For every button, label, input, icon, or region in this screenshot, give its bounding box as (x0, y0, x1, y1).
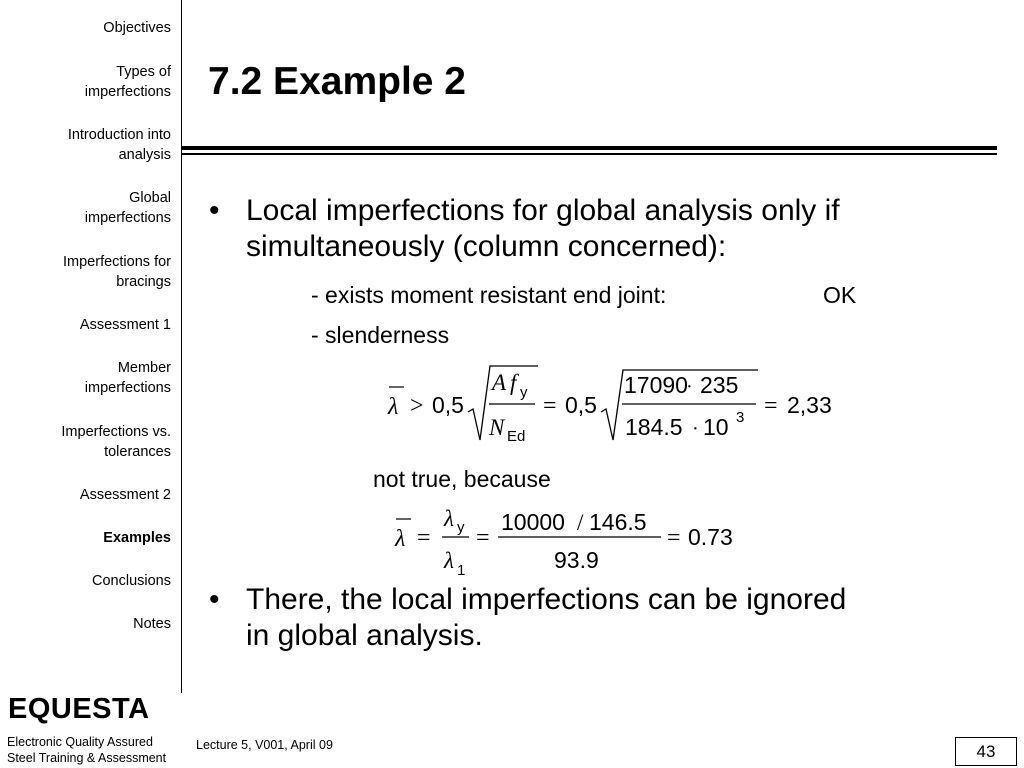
sub-item-end-joint-label: - exists moment resistant end joint: (311, 282, 667, 308)
multiply-dot-1: · (686, 376, 693, 398)
lambda-subscript-1: 1 (457, 562, 466, 579)
page-number: 43 (955, 737, 1017, 766)
division-slash: / (577, 510, 584, 535)
title-divider-thick (182, 146, 997, 150)
numerator-146-5: 146.5 (589, 509, 647, 535)
lambda-subscript-y: y (457, 519, 465, 536)
bullet-2-line-1: There, the local imperfections can be ignored (246, 583, 847, 616)
bullet-1-line-1: Local imperfections for global analysis only if (246, 194, 840, 227)
numerator-f: f (510, 370, 517, 395)
denominator-subscript-ed: Ed (507, 428, 526, 445)
sidebar-item-imperfections-vs-tolerances[interactable]: Imperfections vs. tolerances (61, 424, 171, 460)
slide-title: 7.2 Example 2 (208, 60, 466, 103)
bullet-local-imperfections (209, 193, 840, 265)
sidebar-item-assessment-1[interactable]: Assessment 1 (79, 317, 171, 333)
lambda-y-symbol: λ (444, 506, 454, 531)
sidebar-item-assessment-2[interactable]: Assessment 2 (79, 487, 171, 503)
denominator-exponent: 3 (736, 409, 745, 426)
denominator-N: N (489, 415, 505, 440)
equals-operator-4: = (476, 525, 490, 551)
sidebar-item-types-of-imperfections[interactable]: Types of imperfections (84, 64, 171, 100)
numerator-10000: 10000 (501, 509, 565, 535)
sidebar-item-conclusions[interactable]: Conclusions (92, 573, 171, 589)
logo-tagline-2: Steel Training & Assessment (7, 751, 167, 765)
denominator-10: 10 (703, 414, 729, 440)
title-divider-thin (182, 153, 997, 155)
bullet-dot: • (209, 194, 220, 227)
denominator-93-9: 93.9 (554, 547, 599, 573)
bullet-dot-2: • (209, 583, 220, 616)
sidebar-item-notes[interactable]: Notes (133, 616, 171, 632)
bullet-2-line-2: in global analysis. (246, 619, 483, 652)
equals-operator-3: = (417, 525, 431, 551)
multiply-dot-2: · (692, 418, 699, 440)
greater-than-operator: > (410, 393, 424, 419)
sub-item-end-joint-value: OK (823, 282, 857, 308)
equals-operator-5: = (667, 525, 681, 551)
logo-name: EQUESTA (8, 693, 150, 725)
sidebar-nav (0, 0, 182, 693)
not-true-text: not true, because (373, 466, 551, 492)
numerator-subscript-y: y (520, 384, 528, 401)
lambda-bar-symbol-2: λ (395, 526, 406, 552)
lambda-ratio-equation (390, 500, 750, 582)
equals-operator-1: = (543, 393, 557, 419)
sidebar-item-imperfections-for-bracings[interactable]: Imperfections for bracings (63, 254, 171, 290)
equals-operator-2: = (764, 393, 778, 419)
logo-tagline-1: Electronic Quality Assured (7, 735, 153, 749)
bullet-conclusion (209, 582, 847, 654)
coefficient-2: 0,5 (565, 392, 597, 418)
sidebar-item-member-imperfections[interactable]: Member imperfections (84, 360, 171, 396)
sidebar-item-introduction-into-analysis[interactable]: Introduction into analysis (67, 127, 171, 163)
footer-lecture-info: Lecture 5, V001, April 09 (196, 738, 333, 752)
numerator-A: A (492, 370, 507, 395)
lambda-bar-symbol: λ (388, 394, 399, 420)
sidebar-item-examples[interactable]: Examples (103, 530, 171, 546)
lambda-ratio-result: 0.73 (688, 524, 733, 550)
numerator-17090: 17090 (624, 372, 688, 398)
denominator-184-5: 184.5 (625, 414, 683, 440)
coefficient-1: 0,5 (432, 392, 464, 418)
logo (0, 693, 182, 768)
sidebar-item-global-imperfections[interactable]: Global imperfections (84, 190, 171, 226)
sub-item-slenderness: - slenderness (311, 322, 450, 348)
slenderness-result: 2,33 (787, 392, 832, 418)
sidebar-item-objectives[interactable]: Objectives (103, 20, 171, 36)
bullet-1-line-2: simultaneously (column concerned): (246, 230, 727, 263)
numerator-235: 235 (700, 372, 739, 398)
slenderness-equation (380, 360, 860, 450)
lambda-1-symbol: λ (444, 548, 454, 573)
